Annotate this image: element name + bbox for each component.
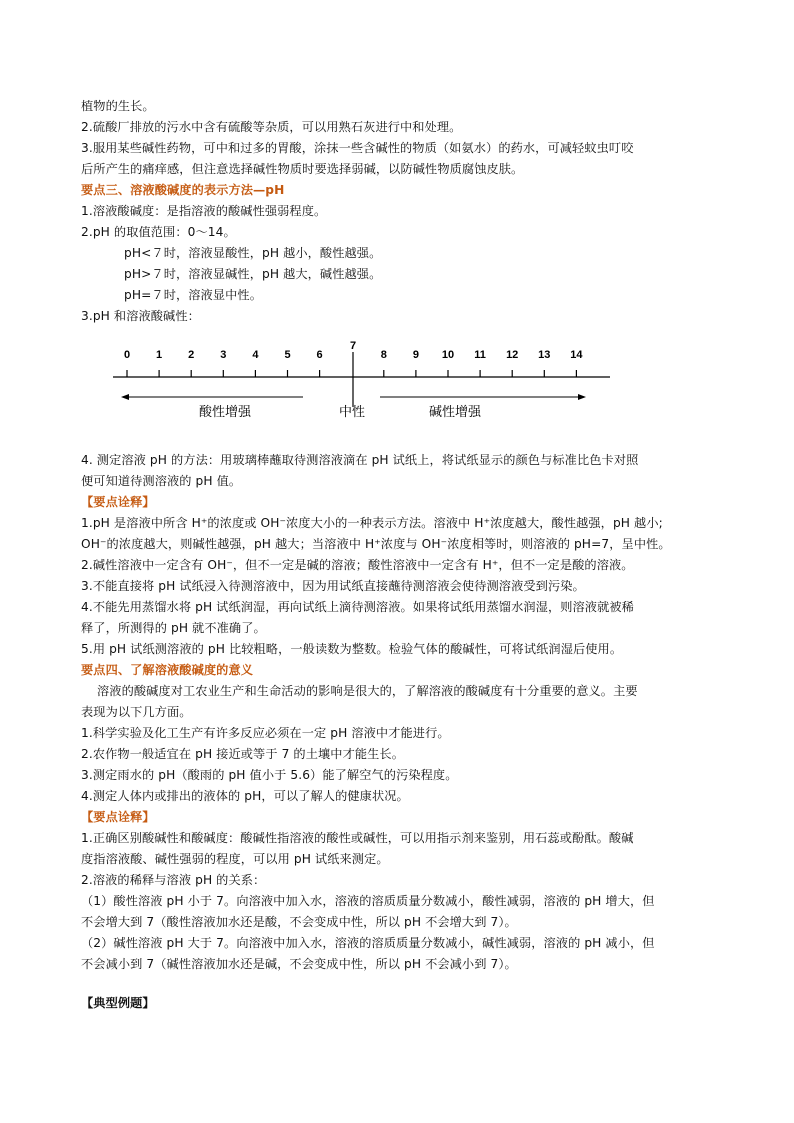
section-heading: 要点四、了解溶液酸碱度的意义 <box>81 663 254 677</box>
text-line: 不会增大到 7（酸性溶液加水还是酸，不会变成中性，所以 pH 不会增大到 7）。 <box>81 915 517 929</box>
text-line: pH=７时，溶液显中性。 <box>124 288 262 302</box>
text-line: 1.正确区别酸碱性和酸碱度：酸碱性指溶液的酸性或碱性，可以用指示剂来鉴别，用石蕊或酚酞。酸碱 <box>81 831 634 845</box>
ph-scale-diagram <box>100 332 620 427</box>
text-line: 2.pH 的取值范围：0～14。 <box>81 225 236 239</box>
text-line: 2.碱性溶液中一定含有 OH⁻，但不一定是碱的溶液；酸性溶液中一定含有 H⁺，但不一定是酸的溶液。 <box>81 558 634 572</box>
text-line: 4.测定人体内或排出的液体的 pH，可以了解人的健康状况。 <box>81 789 409 803</box>
text-line: OH⁻的浓度越大，则碱性越强，pH 越大；当溶液中 H⁺浓度与 OH⁻浓度相等时，则溶液的 pH=7，呈中性。 <box>81 537 671 551</box>
text-line: pH>７时，溶液显碱性，pH 越大，碱性越强。 <box>124 267 382 281</box>
key-note-heading: 【要点诠释】 <box>81 810 155 824</box>
text-line: 植物的生长。 <box>81 99 155 113</box>
neutral-label: 中性 <box>338 404 366 419</box>
text-line: 表现为以下几方面。 <box>81 705 192 719</box>
ph-tick-label: 7 <box>349 340 357 352</box>
text-line: 1.pH 是溶液中所含 H⁺的浓度或 OH⁻浓度大小的一种表示方法。溶液中 H⁺浓度越大，酸性越强，pH 越小; <box>81 516 663 530</box>
ph-tick-label: 10 <box>441 349 455 361</box>
text-line: 不会减小到 7（碱性溶液加水还是碱，不会变成中性，所以 pH 不会减小到 7）。 <box>81 957 517 971</box>
ph-tick-label: 3 <box>220 349 227 361</box>
ph-tick-label: 8 <box>380 349 387 361</box>
text-line: 2.农作物一般适宜在 pH 接近或等于 7 的土壤中才能生长。 <box>81 747 405 761</box>
ph-tick-label: 9 <box>412 349 419 361</box>
text-line: 2.硫酸厂排放的污水中含有硫酸等杂质，可以用熟石灰进行中和处理。 <box>81 120 462 134</box>
text-line: 后所产生的痛痒感，但注意选择碱性物质时要选择弱碱，以防碱性物质腐蚀皮肤。 <box>81 162 524 176</box>
text-line: 5.用 pH 试纸测溶液的 pH 比较粗略，一般读数为整数。检验气体的酸碱性，可将试纸润湿后使用。 <box>81 642 623 656</box>
text-line: 3.不能直接将 pH 试纸浸入待测溶液中，因为用试纸直接蘸待测溶液会使待测溶液受到污染。 <box>81 579 585 593</box>
acid-arrowhead <box>121 394 129 400</box>
text-line: 1.溶液酸碱度：是指溶液的酸碱性强弱程度。 <box>81 204 327 218</box>
ph-tick-label: 13 <box>538 349 551 361</box>
text-line: 3.pH 和溶液酸碱性： <box>81 309 200 323</box>
text-line: 1.科学实验及化工生产有许多反应必须在一定 pH 溶液中才能进行。 <box>81 726 450 740</box>
text-line: pH<７时，溶液显酸性，pH 越小，酸性越强。 <box>124 246 382 260</box>
ph-tick-label: 11 <box>474 349 486 361</box>
section-heading: 要点三、溶液酸碱度的表示方法—pH <box>81 183 285 197</box>
acid-label: 酸性增强 <box>198 404 252 419</box>
text-line: 4.不能先用蒸馏水将 pH 试纸润湿，再向试纸上滴待测溶液。如果将试纸用蒸馏水润湿，则溶液就被稀 <box>81 600 634 614</box>
ph-tick-label: 0 <box>123 349 131 361</box>
text-line: 溶液的酸碱度对工农业生产和生命活动的影响是很大的，了解溶液的酸碱度有十分重要的意义。主要 <box>97 684 638 698</box>
typical-example-heading: 【典型例题】 <box>81 996 155 1010</box>
text-line: 度指溶液酸、碱性强弱的程度，可以用 pH 试纸来测定。 <box>81 852 389 866</box>
text-line: 释了，所测得的 pH 就不准确了。 <box>81 621 266 635</box>
text-line: 2.溶液的稀释与溶液 pH 的关系： <box>81 873 266 887</box>
ph-tick-label: 14 <box>570 349 583 361</box>
ph-tick-label: 12 <box>506 349 519 361</box>
text-line: 3.测定雨水的 pH（酸雨的 pH 值小于 5.6）能了解空气的污染程度。 <box>81 768 458 782</box>
key-note-heading: 【要点诠释】 <box>81 495 155 509</box>
text-line: （2）碱性溶液 pH 大于 7。向溶液中加入水，溶液的溶质质量分数减小，碱性减弱，溶液的 pH 减小，但 <box>81 936 655 950</box>
base-label: 碱性增强 <box>428 404 482 419</box>
text-line: 3.服用某些碱性药物，可中和过多的胃酸，涂抹一些含碱性的物质（如氨水）的药水，可减轻蚊虫叮咬 <box>81 141 634 155</box>
ph-tick-label: 5 <box>284 349 291 361</box>
text-line: 4. 测定溶液 pH 的方法：用玻璃棒蘸取待测溶液滴在 pH 试纸上，将试纸显示的颜色与标准比色卡对照 <box>81 453 639 467</box>
base-arrowhead <box>578 394 586 400</box>
ph-tick-label: 1 <box>156 349 163 361</box>
ph-tick-label: 6 <box>316 349 323 361</box>
ph-tick-label: 2 <box>188 349 195 361</box>
ph-tick-label: 4 <box>252 349 259 361</box>
text-line: 便可知道待测溶液的 pH 值。 <box>81 474 242 488</box>
text-line: （1）酸性溶液 pH 小于 7。向溶液中加入水，溶液的溶质质量分数减小，酸性减弱，溶液的 pH 增大，但 <box>81 894 655 908</box>
